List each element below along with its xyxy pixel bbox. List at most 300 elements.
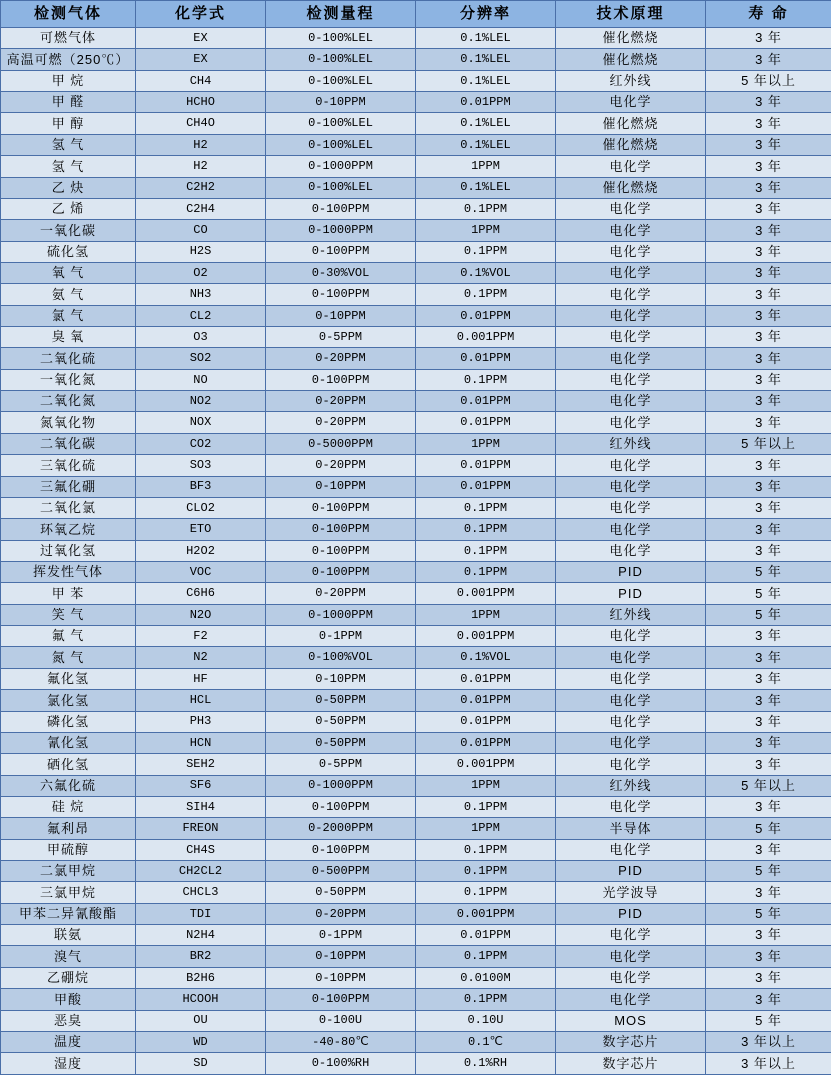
cell-resolution: 0.001PPM [416,754,556,775]
table-row [1,668,831,689]
cell-chemical-formula: HCL [136,690,266,711]
cell-resolution: 0.1PPM [416,882,556,903]
table-row [1,561,831,582]
cell-gas-name: 二氧化氮 [1,391,136,412]
cell-lifetime: 3 年 [706,284,831,305]
cell-resolution: 0.1PPM [416,839,556,860]
cell-technology: 电化学 [556,540,706,561]
cell-gas-name: 氢 气 [1,156,136,177]
table-row [1,903,831,924]
cell-measuring-range: 0-10PPM [266,668,416,689]
cell-measuring-range: 0-5000PPM [266,433,416,454]
cell-lifetime: 3 年 [706,455,831,476]
cell-technology: 电化学 [556,412,706,433]
cell-chemical-formula: NOX [136,412,266,433]
cell-lifetime: 3 年 [706,519,831,540]
column-header-lifetime: 寿 命 [706,1,831,28]
cell-technology: 电化学 [556,220,706,241]
cell-technology: PID [556,561,706,582]
table-row [1,818,831,839]
cell-resolution: 0.1PPM [416,519,556,540]
cell-resolution: 1PPM [416,156,556,177]
cell-measuring-range: 0-50PPM [266,690,416,711]
cell-lifetime: 5 年以上 [706,775,831,796]
cell-chemical-formula: EX [136,28,266,49]
cell-lifetime: 3 年 [706,262,831,283]
cell-technology: 催化燃烧 [556,49,706,70]
cell-measuring-range: 0-1000PPM [266,220,416,241]
cell-lifetime: 5 年 [706,604,831,625]
cell-technology: 电化学 [556,198,706,219]
cell-measuring-range: 0-100PPM [266,561,416,582]
cell-resolution: 0.01PPM [416,668,556,689]
cell-chemical-formula: NO2 [136,391,266,412]
cell-technology: 红外线 [556,604,706,625]
cell-gas-name: 三氯甲烷 [1,882,136,903]
cell-technology: 电化学 [556,647,706,668]
cell-measuring-range: 0-1000PPM [266,775,416,796]
cell-gas-name: 乙 烯 [1,198,136,219]
cell-gas-name: 氟化氢 [1,668,136,689]
cell-gas-name: 二氧化氯 [1,497,136,518]
cell-measuring-range: 0-100%LEL [266,49,416,70]
cell-measuring-range: 0-20PPM [266,348,416,369]
cell-chemical-formula: CH4O [136,113,266,134]
cell-lifetime: 5 年 [706,561,831,582]
cell-gas-name: 氮氧化物 [1,412,136,433]
cell-chemical-formula: N2H4 [136,925,266,946]
table-row [1,327,831,348]
column-header-measuring-range: 检测量程 [266,1,416,28]
cell-resolution: 0.01PPM [416,925,556,946]
cell-chemical-formula: H2 [136,134,266,155]
cell-chemical-formula: SO3 [136,455,266,476]
cell-gas-name: 湿度 [1,1053,136,1075]
cell-measuring-range: 0-10PPM [266,967,416,988]
cell-resolution: 0.1%RH [416,1053,556,1075]
cell-resolution: 1PPM [416,220,556,241]
cell-gas-name: 温度 [1,1031,136,1052]
cell-gas-name: 可燃气体 [1,28,136,49]
cell-technology: PID [556,861,706,882]
cell-resolution: 0.01PPM [416,455,556,476]
cell-gas-name: 甲 苯 [1,583,136,604]
cell-lifetime: 3 年 [706,690,831,711]
cell-resolution: 0.1%LEL [416,28,556,49]
cell-measuring-range: 0-20PPM [266,583,416,604]
table-row [1,497,831,518]
cell-lifetime: 3 年 [706,732,831,753]
cell-lifetime: 5 年以上 [706,70,831,91]
cell-chemical-formula: H2O2 [136,540,266,561]
cell-resolution: 0.1%LEL [416,113,556,134]
cell-chemical-formula: N2O [136,604,266,625]
cell-lifetime: 3 年 [706,198,831,219]
table-row [1,1010,831,1031]
cell-lifetime: 3 年 [706,839,831,860]
cell-resolution: 0.001PPM [416,626,556,647]
cell-chemical-formula: C2H4 [136,198,266,219]
cell-lifetime: 5 年以上 [706,433,831,454]
cell-gas-name: 三氟化硼 [1,476,136,497]
cell-measuring-range: 0-100PPM [266,241,416,262]
cell-chemical-formula: SIH4 [136,796,266,817]
cell-lifetime: 3 年 [706,946,831,967]
table-row [1,839,831,860]
cell-technology: 电化学 [556,497,706,518]
cell-gas-name: 过氧化氢 [1,540,136,561]
cell-lifetime: 5 年 [706,903,831,924]
cell-lifetime: 3 年 [706,711,831,732]
table-row [1,412,831,433]
cell-chemical-formula: N2 [136,647,266,668]
cell-gas-name: 环氧乙烷 [1,519,136,540]
cell-technology: 电化学 [556,156,706,177]
cell-chemical-formula: NH3 [136,284,266,305]
table-row [1,113,831,134]
cell-lifetime: 3 年 [706,796,831,817]
cell-chemical-formula: O3 [136,327,266,348]
table-row [1,28,831,49]
cell-chemical-formula: H2S [136,241,266,262]
cell-measuring-range: 0-100PPM [266,519,416,540]
table-row [1,604,831,625]
cell-measuring-range: 0-5PPM [266,327,416,348]
table-row [1,134,831,155]
cell-gas-name: 氟 气 [1,626,136,647]
cell-lifetime: 3 年 [706,540,831,561]
cell-chemical-formula: B2H6 [136,967,266,988]
cell-lifetime: 5 年 [706,861,831,882]
cell-gas-name: 一氧化碳 [1,220,136,241]
cell-chemical-formula: C6H6 [136,583,266,604]
cell-resolution: 0.1PPM [416,198,556,219]
table-row [1,284,831,305]
cell-technology: 电化学 [556,989,706,1010]
cell-chemical-formula: FREON [136,818,266,839]
cell-lifetime: 3 年 [706,348,831,369]
cell-lifetime: 3 年 [706,220,831,241]
table-row [1,70,831,91]
cell-measuring-range: 0-100PPM [266,284,416,305]
cell-lifetime: 3 年 [706,497,831,518]
cell-technology: 电化学 [556,796,706,817]
cell-resolution: 0.01PPM [416,391,556,412]
cell-measuring-range: 0-10PPM [266,305,416,326]
column-header-gas-name: 检测气体 [1,1,136,28]
cell-chemical-formula: OU [136,1010,266,1031]
table-row [1,626,831,647]
cell-measuring-range: 0-10PPM [266,476,416,497]
cell-measuring-range: 0-1000PPM [266,156,416,177]
cell-technology: MOS [556,1010,706,1031]
cell-technology: 电化学 [556,946,706,967]
cell-gas-name: 恶臭 [1,1010,136,1031]
cell-measuring-range: 0-100%LEL [266,134,416,155]
cell-gas-name: 硒化氢 [1,754,136,775]
cell-chemical-formula: SF6 [136,775,266,796]
cell-technology: 电化学 [556,262,706,283]
cell-technology: 电化学 [556,925,706,946]
cell-measuring-range: 0-50PPM [266,882,416,903]
table-row [1,882,831,903]
cell-technology: 电化学 [556,327,706,348]
cell-chemical-formula: CH2CL2 [136,861,266,882]
cell-measuring-range: 0-50PPM [266,732,416,753]
table-row [1,967,831,988]
cell-technology: 电化学 [556,754,706,775]
cell-technology: 电化学 [556,92,706,113]
cell-chemical-formula: SO2 [136,348,266,369]
cell-chemical-formula: C2H2 [136,177,266,198]
cell-lifetime: 3 年 [706,241,831,262]
cell-gas-name: 硫化氢 [1,241,136,262]
cell-chemical-formula: SEH2 [136,754,266,775]
cell-resolution: 0.01PPM [416,711,556,732]
cell-lifetime: 3 年 [706,156,831,177]
table-row [1,796,831,817]
cell-lifetime: 3 年 [706,28,831,49]
cell-resolution: 0.01PPM [416,92,556,113]
cell-measuring-range: 0-100%LEL [266,70,416,91]
table-row [1,732,831,753]
cell-technology: 半导体 [556,818,706,839]
table-row [1,198,831,219]
cell-chemical-formula: BF3 [136,476,266,497]
column-header-chemical-formula: 化学式 [136,1,266,28]
cell-lifetime: 3 年 [706,882,831,903]
cell-chemical-formula: CHCL3 [136,882,266,903]
cell-measuring-range: 0-100U [266,1010,416,1031]
cell-gas-name: 磷化氢 [1,711,136,732]
cell-gas-name: 氮 气 [1,647,136,668]
table-row [1,220,831,241]
cell-measuring-range: 0-100%LEL [266,177,416,198]
cell-resolution: 0.1PPM [416,497,556,518]
cell-gas-name: 甲 醇 [1,113,136,134]
cell-gas-name: 三氧化硫 [1,455,136,476]
cell-measuring-range: 0-100%LEL [266,113,416,134]
cell-chemical-formula: NO [136,369,266,390]
cell-chemical-formula: HCOOH [136,989,266,1010]
cell-measuring-range: 0-100%LEL [266,28,416,49]
cell-measuring-range: 0-100PPM [266,369,416,390]
cell-resolution: 0.1%LEL [416,134,556,155]
cell-gas-name: 氨 气 [1,284,136,305]
cell-resolution: 0.1PPM [416,989,556,1010]
cell-technology: 电化学 [556,668,706,689]
cell-resolution: 1PPM [416,818,556,839]
table-row [1,1031,831,1052]
cell-lifetime: 3 年 [706,327,831,348]
cell-lifetime: 3 年 [706,925,831,946]
cell-gas-name: 挥发性气体 [1,561,136,582]
table-row [1,1053,831,1075]
cell-lifetime: 5 年 [706,583,831,604]
cell-technology: 数字芯片 [556,1053,706,1075]
table-row [1,519,831,540]
cell-resolution: 0.01PPM [416,732,556,753]
cell-chemical-formula: HF [136,668,266,689]
cell-gas-name: 甲酸 [1,989,136,1010]
table-row [1,989,831,1010]
column-header-resolution: 分辨率 [416,1,556,28]
cell-resolution: 0.1PPM [416,946,556,967]
cell-resolution: 0.01PPM [416,305,556,326]
table-row [1,177,831,198]
cell-chemical-formula: CO2 [136,433,266,454]
cell-gas-name: 甲硫醇 [1,839,136,860]
cell-chemical-formula: TDI [136,903,266,924]
cell-lifetime: 3 年 [706,412,831,433]
cell-lifetime: 3 年 [706,647,831,668]
cell-chemical-formula: ETO [136,519,266,540]
cell-technology: 催化燃烧 [556,113,706,134]
cell-gas-name: 臭 氧 [1,327,136,348]
cell-gas-name: 氧 气 [1,262,136,283]
cell-technology: 电化学 [556,476,706,497]
cell-resolution: 0.10U [416,1010,556,1031]
cell-measuring-range: 0-100%RH [266,1053,416,1075]
cell-technology: 数字芯片 [556,1031,706,1052]
table-row [1,775,831,796]
cell-technology: 红外线 [556,70,706,91]
cell-gas-name: 乙 炔 [1,177,136,198]
cell-technology: 光学波导 [556,882,706,903]
cell-lifetime: 5 年 [706,818,831,839]
cell-technology: 电化学 [556,967,706,988]
cell-technology: 电化学 [556,241,706,262]
cell-technology: 电化学 [556,455,706,476]
cell-technology: 电化学 [556,391,706,412]
cell-resolution: 0.1%LEL [416,49,556,70]
cell-chemical-formula: O2 [136,262,266,283]
cell-resolution: 0.01PPM [416,476,556,497]
column-header-technology: 技术原理 [556,1,706,28]
cell-measuring-range: 0-10PPM [266,92,416,113]
table-row [1,647,831,668]
cell-chemical-formula: HCN [136,732,266,753]
cell-technology: 电化学 [556,732,706,753]
cell-gas-name: 甲 醛 [1,92,136,113]
cell-resolution: 0.01PPM [416,348,556,369]
cell-measuring-range: 0-100PPM [266,796,416,817]
table-row [1,49,831,70]
cell-lifetime: 3 年 [706,754,831,775]
cell-measuring-range: 0-100PPM [266,989,416,1010]
cell-measuring-range: 0-100%VOL [266,647,416,668]
cell-measuring-range: 0-500PPM [266,861,416,882]
table-row [1,156,831,177]
table-row [1,540,831,561]
cell-gas-name: 氯化氢 [1,690,136,711]
cell-gas-name: 甲 烷 [1,70,136,91]
cell-lifetime: 3 年 [706,177,831,198]
cell-resolution: 0.001PPM [416,903,556,924]
cell-technology: 电化学 [556,690,706,711]
cell-resolution: 1PPM [416,775,556,796]
cell-resolution: 0.1%VOL [416,647,556,668]
cell-measuring-range: 0-100PPM [266,198,416,219]
table-row [1,391,831,412]
cell-lifetime: 3 年 [706,113,831,134]
cell-chemical-formula: HCHO [136,92,266,113]
table-header [1,1,831,28]
cell-gas-name: 笑 气 [1,604,136,625]
cell-technology: 电化学 [556,711,706,732]
cell-lifetime: 3 年 [706,476,831,497]
cell-lifetime: 3 年 [706,989,831,1010]
table-row [1,369,831,390]
cell-resolution: 0.1PPM [416,561,556,582]
cell-measuring-range: 0-100PPM [266,839,416,860]
cell-technology: 电化学 [556,626,706,647]
cell-chemical-formula: VOC [136,561,266,582]
cell-resolution: 0.1PPM [416,796,556,817]
cell-gas-name: 乙硼烷 [1,967,136,988]
cell-technology: PID [556,903,706,924]
cell-measuring-range: 0-20PPM [266,412,416,433]
cell-chemical-formula: CO [136,220,266,241]
cell-resolution: 0.001PPM [416,327,556,348]
cell-gas-name: 二氯甲烷 [1,861,136,882]
cell-chemical-formula: SD [136,1053,266,1075]
cell-resolution: 0.1%VOL [416,262,556,283]
table-row [1,455,831,476]
cell-technology: 电化学 [556,839,706,860]
cell-gas-name: 二氧化硫 [1,348,136,369]
cell-technology: 催化燃烧 [556,177,706,198]
table-row [1,476,831,497]
cell-gas-name: 高温可燃（250℃） [1,49,136,70]
cell-resolution: 0.01PPM [416,412,556,433]
cell-resolution: 0.1PPM [416,369,556,390]
table-row [1,92,831,113]
table-row [1,262,831,283]
cell-technology: 红外线 [556,433,706,454]
cell-chemical-formula: F2 [136,626,266,647]
cell-measuring-range: 0-10PPM [266,946,416,967]
cell-resolution: 0.0100M [416,967,556,988]
table-body [1,28,831,1075]
cell-resolution: 0.1%LEL [416,177,556,198]
cell-gas-name: 硅 烷 [1,796,136,817]
cell-gas-name: 联氨 [1,925,136,946]
cell-resolution: 0.1PPM [416,861,556,882]
cell-lifetime: 3 年 [706,369,831,390]
cell-gas-name: 甲苯二异氰酸酯 [1,903,136,924]
cell-measuring-range: 0-100PPM [266,497,416,518]
cell-lifetime: 3 年以上 [706,1053,831,1075]
cell-gas-name: 氯 气 [1,305,136,326]
cell-gas-name: 氢 气 [1,134,136,155]
cell-measuring-range: 0-20PPM [266,391,416,412]
cell-technology: 催化燃烧 [556,134,706,155]
cell-resolution: 0.001PPM [416,583,556,604]
table-row [1,711,831,732]
cell-measuring-range: 0-100PPM [266,540,416,561]
cell-chemical-formula: CLO2 [136,497,266,518]
cell-gas-name: 一氧化氮 [1,369,136,390]
cell-lifetime: 3 年 [706,92,831,113]
cell-gas-name: 氰化氢 [1,732,136,753]
cell-gas-name: 氟利昂 [1,818,136,839]
cell-lifetime: 3 年 [706,49,831,70]
cell-lifetime: 5 年 [706,1010,831,1031]
cell-chemical-formula: CH4 [136,70,266,91]
table-row [1,305,831,326]
cell-measuring-range: 0-1PPM [266,925,416,946]
